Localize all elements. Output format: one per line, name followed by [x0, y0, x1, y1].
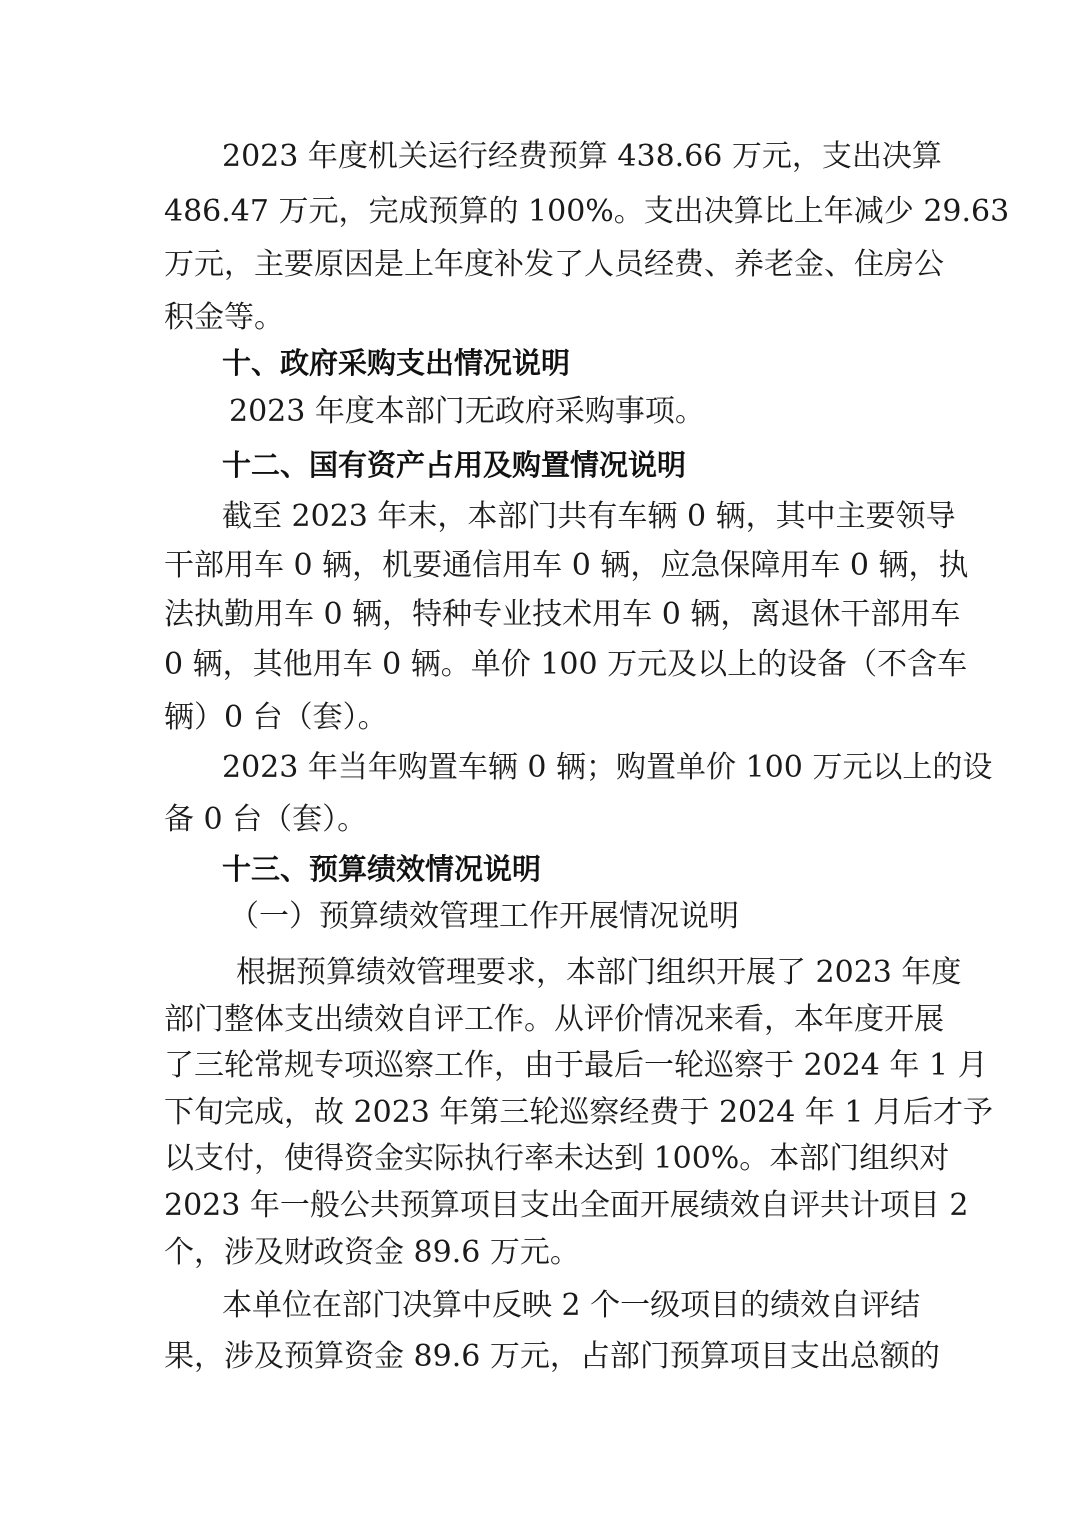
- body-line: 根据预算绩效管理要求，本部门组织开展了 2023 年度: [236, 955, 962, 990]
- section-heading: 十二、国有资产占用及购置情况说明: [222, 448, 687, 482]
- body-line: 2023 年当年购置车辆 0 辆；购置单价 100 万元以上的设: [222, 750, 993, 785]
- body-line: 积金等。: [164, 300, 284, 335]
- section-heading: 十、政府采购支出情况说明: [222, 346, 571, 380]
- body-line: 法执勤用车 0 辆，特种专业技术用车 0 辆，离退休干部用车: [164, 597, 961, 632]
- body-line: 了三轮常规专项巡察工作，由于最后一轮巡察于 2024 年 1 月: [164, 1048, 988, 1083]
- body-line: 个，涉及财政资金 89.6 万元。: [164, 1235, 580, 1270]
- body-line: 下旬完成，故 2023 年第三轮巡察经费于 2024 年 1 月后才予: [164, 1095, 993, 1130]
- body-line: 果，涉及预算资金 89.6 万元，占部门预算项目支出总额的: [164, 1339, 940, 1374]
- body-line: 干部用车 0 辆，机要通信用车 0 辆，应急保障用车 0 辆，执: [164, 548, 969, 583]
- body-line: 辆）0 台（套）。: [164, 700, 388, 735]
- body-line: 部门整体支出绩效自评工作。从评价情况来看，本年度开展: [164, 1002, 944, 1037]
- section-heading: 十三、预算绩效情况说明: [222, 852, 542, 886]
- body-line: 2023 年度机关运行经费预算 438.66 万元，支出决算: [222, 139, 942, 174]
- body-line: 2023 年一般公共预算项目支出全面开展绩效自评共计项目 2: [164, 1188, 969, 1223]
- body-line: 以支付，使得资金实际执行率未达到 100%。本部门组织对: [164, 1141, 950, 1176]
- body-line: 截至 2023 年末，本部门共有车辆 0 辆，其中主要领导: [222, 499, 956, 534]
- body-line: 0 辆，其他用车 0 辆。单价 100 万元及以上的设备（不含车: [164, 647, 968, 682]
- body-line: 备 0 台（套）。: [164, 802, 368, 837]
- subsection-heading: （一）预算绩效管理工作开展情况说明: [229, 899, 739, 934]
- body-line: 2023 年度本部门无政府采购事项。: [229, 394, 705, 429]
- body-line: 486.47 万元，完成预算的 100%。支出决算比上年减少 29.63: [164, 194, 1010, 229]
- body-line: 万元，主要原因是上年度补发了人员经费、养老金、住房公: [164, 247, 944, 282]
- body-line: 本单位在部门决算中反映 2 个一级项目的绩效自评结: [222, 1288, 921, 1323]
